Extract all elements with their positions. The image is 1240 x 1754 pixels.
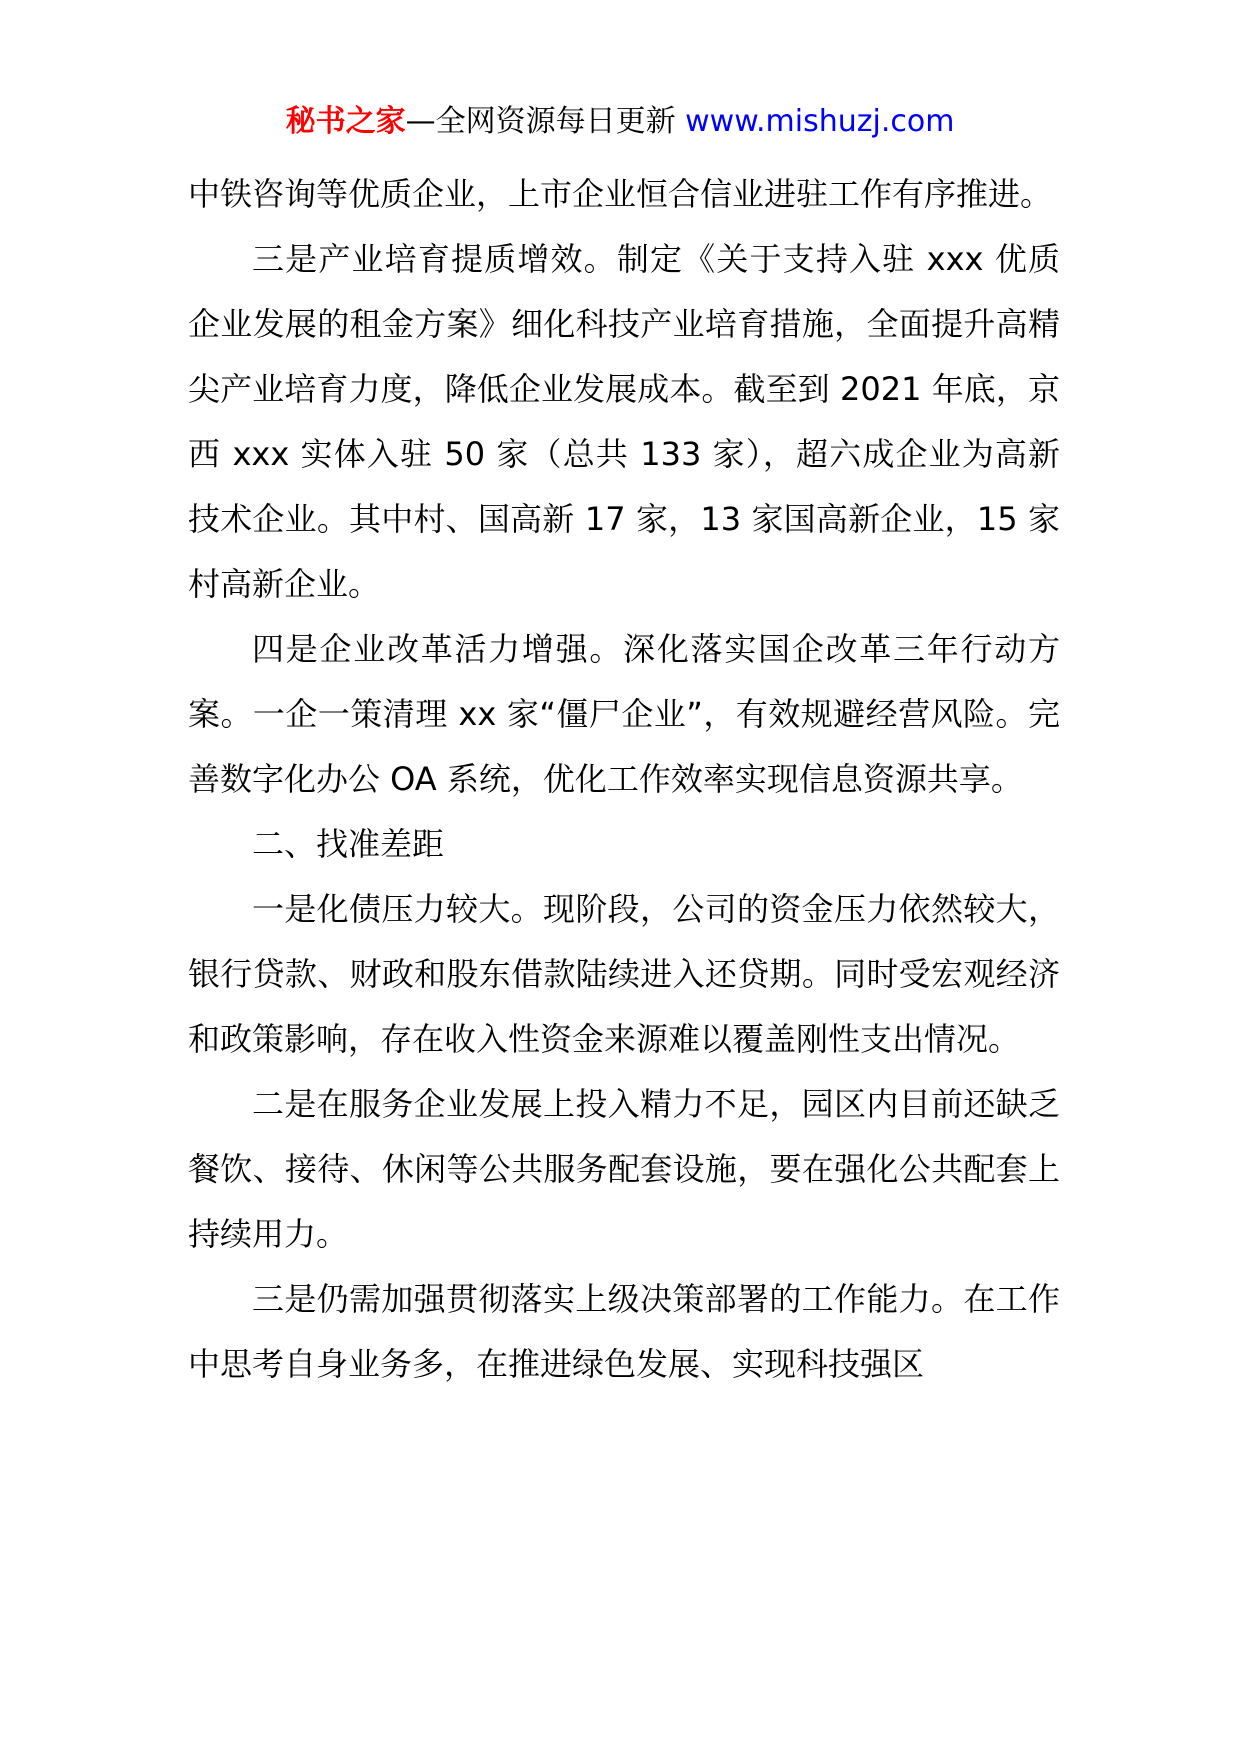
paragraph-debt-pressure: 一是化债压力较大。现阶段，公司的资金压力依然较大，银行贷款、财政和股东借款陆续进入还贷期。同时受宏观经济和政策影响，存在收入性资金来源难以覆盖刚性支出情况。 [188,890,1060,1058]
paragraph-continued: 中铁咨询等优质企业，上市企业恒合信业进驻工作有序推进。 [188,175,1053,213]
section-heading-gaps: 二、找准差距 [252,825,445,863]
site-slogan: —全网资源每日更新 [405,104,676,139]
paragraph-industry-cultivation: 三是产业培育提质增效。制定《关于支持入驻 xxx 优质企业发展的租金方案》细化科技产业培育措施，全面提升高精尖产业培育力度，降低企业发展成本。截至到 2021 年底，京西 xxx 实体入驻 50 家（总共 133 家），超六成企业为高新技术企业。其中村、国高新 17 家，13 家国高新企业，15 家村高新企业。 [188,240,1060,603]
site-header-banner [0,100,1240,144]
paragraph-implementation-capacity: 三是仍需加强贯彻落实上级决策部署的工作能力。在工作中思考自身业务多，在推进绿色发展、实现科技强区 [188,1280,1060,1383]
site-url-link[interactable]: www.mishuzj.com [685,104,955,139]
paragraph-enterprise-reform: 四是企业改革活力增强。深化落实国企改革三年行动方案。一企一策清理 xx 家“僵尸企业”，有效规避经营风险。完善数字化办公 OA 系统，优化工作效率实现信息资源共享。 [188,630,1060,798]
site-brand-name: 秘书之家 [285,104,406,139]
paragraph-service-shortfall: 二是在服务企业发展上投入精力不足，园区内目前还缺乏餐饮、接待、休闲等公共服务配套设施，要在强化公共配套上持续用力。 [188,1085,1060,1253]
document-body [188,162,1060,1397]
